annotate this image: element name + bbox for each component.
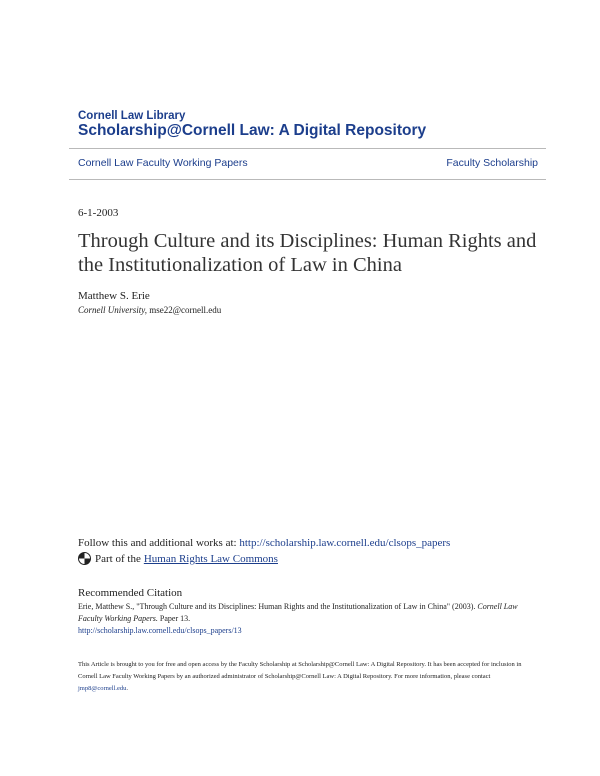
library-name: Cornell Law Library: [78, 110, 186, 122]
series-link[interactable]: Cornell Law Faculty Working Papers: [78, 157, 248, 169]
part-of-prefix: Part of the: [95, 552, 141, 565]
part-of-line: [78, 552, 278, 565]
access-notice: [78, 659, 538, 695]
follow-line: [78, 537, 450, 549]
affiliation-institution: Cornell University,: [78, 305, 147, 315]
follow-prefix: Follow this and additional works at:: [78, 537, 240, 549]
notice-text: This Article is brought to you for free and open access by the Faculty Scholarship at Scholarship@Cornell Law: A Digital Repository. It has been accepted for inclusion in Cornell Law Faculty Working Papers by an authorized administrator of Scholarship@Cornell Law: A Digital Repository. For more information, please contact: [78, 661, 522, 680]
bepress-commons-icon: [78, 552, 91, 565]
repository-name: Scholarship@Cornell Law: A Digital Repository: [78, 122, 427, 139]
publication-date: 6-1-2003: [78, 207, 119, 219]
paper-title: Through Culture and its Disciplines: Human Rights and the Institutionalization of Law in China: [78, 230, 537, 276]
citation-text: Erie, Matthew S., "Through Culture and its Disciplines: Human Rights and the Institutionalization of Law in China" (2003).: [78, 602, 478, 611]
author-affiliation: [78, 305, 221, 315]
bottom-divider: [69, 179, 546, 180]
commons-link[interactable]: Human Rights Law Commons: [143, 552, 278, 565]
recommended-citation-heading: Recommended Citation: [78, 587, 183, 599]
recommended-citation: [78, 601, 538, 637]
top-divider: [69, 148, 546, 149]
contact-email-link[interactable]: jmp8@cornell.edu: [78, 685, 127, 692]
affiliation-email: mse22@cornell.edu: [147, 305, 222, 315]
citation-paper-number: Paper 13.: [157, 614, 191, 623]
notice-tail: .: [126, 685, 129, 692]
citation-url-link[interactable]: http://scholarship.law.cornell.edu/clsops_papers/13: [78, 626, 242, 635]
follow-url-link[interactable]: http://scholarship.law.cornell.edu/clsops_papers: [239, 537, 451, 549]
author-name: Matthew S. Erie: [78, 290, 150, 302]
citation-series: Cornell Law Faculty Working Papers.: [78, 602, 518, 623]
collection-link[interactable]: Faculty Scholarship: [446, 157, 538, 169]
